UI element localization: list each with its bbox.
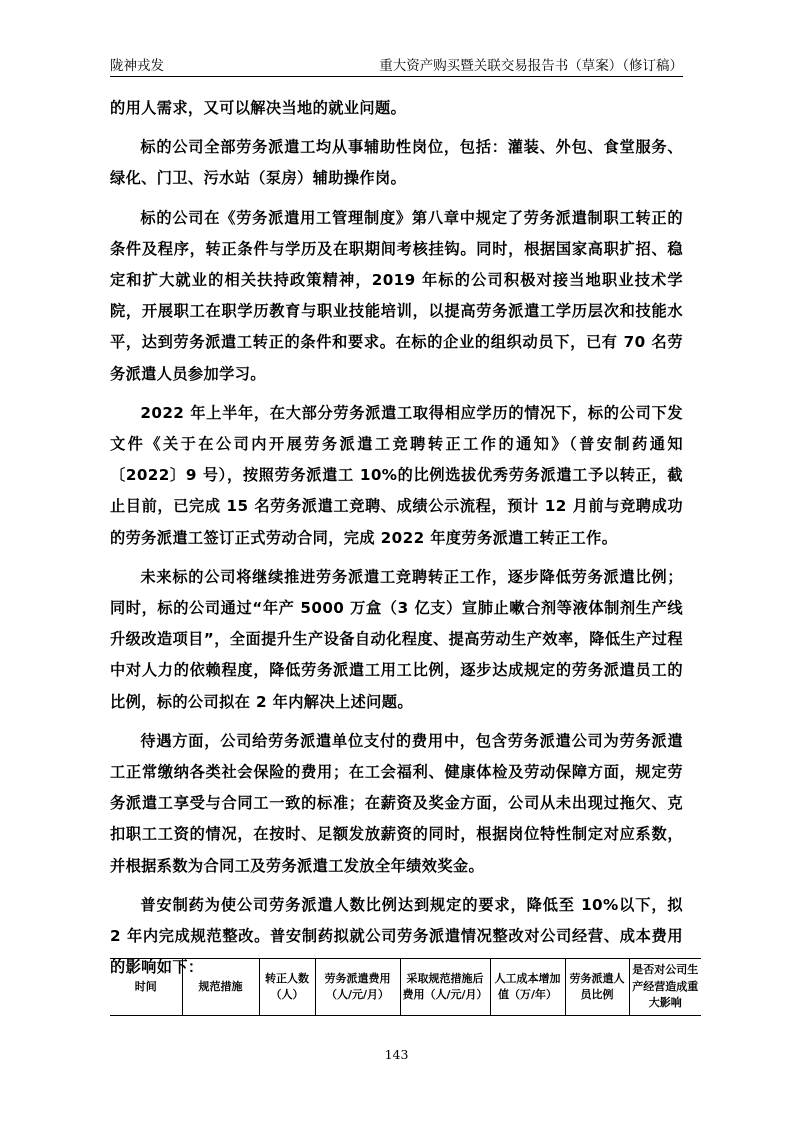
paragraph: 2022 年上半年，在大部分劳务派遣工取得相应学历的情况下，标的公司下发文件《关于在公司内开展劳务派遣工竞聘转正工作的通知》（普安制药通知〔2022〕9 号），按照劳务派遣工 10%的比例选拔优秀劳务派遣工予以转正，截止目前，已完成 15 名劳务派遣工竞聘、成绩公示流程，预计 12 月前与竞聘成功的劳务派遣工签订正式劳动合同，完成 2022 年度劳务派遣工转正工作。 bbox=[110, 403, 683, 547]
paragraph: 待遇方面，公司给劳务派遣单位支付的费用中，包含劳务派遣公司为劳务派遣工正常缴纳各类社会保险的费用；在工会福利、健康体检及劳动保障方面，规定劳务派遣工享受与合同工一致的标准；在薪资及奖金方面，公司从未出现过拖欠、克扣职工工资的情况，在按时、足额发放薪资的同时，根据岗位特性制定对应系数，并根据系数为合同工及劳务派遣工发放全年绩效奖金。 bbox=[110, 731, 683, 875]
column-header-measure: 规范措施 bbox=[182, 959, 259, 1016]
column-header-time: 时间 bbox=[110, 959, 182, 1016]
dispatch-impact-table bbox=[110, 958, 701, 1016]
paragraph: 普安制药为使公司劳务派遣人数比例达到规定的要求，降低至 10%以下，拟 2 年内完成规范整改。普安制药拟就公司劳务派遣情况整改对公司经营、成本费用的影响如下： bbox=[110, 895, 683, 977]
paragraph: 标的公司全部劳务派遣工均从事辅助性岗位，包括：灌装、外包、食堂服务、绿化、门卫、污水站（泵房）辅助操作岗。 bbox=[110, 138, 683, 188]
paragraph: 的用人需求，又可以解决当地的就业问题。 bbox=[110, 99, 407, 117]
document-body bbox=[110, 93, 683, 991]
column-header-converted-count: 转正人数（人） bbox=[259, 959, 315, 1016]
page-number: 143 bbox=[384, 1047, 409, 1062]
header-document-title: 重大资产购买暨关联交易报告书（草案）（修订稿） bbox=[379, 58, 683, 74]
page-header bbox=[110, 48, 683, 77]
column-header-labor-cost-increase: 人工成本增加值（万/年） bbox=[490, 959, 565, 1016]
column-header-major-impact: 是否对公司生产经营造成重大影响 bbox=[632, 963, 699, 1010]
header-company-name: 陇神戎发 bbox=[110, 58, 164, 74]
column-header-dispatch-ratio: 劳务派遣人员比例 bbox=[565, 959, 629, 1016]
column-header-cost-after-measure: 采取规范措施后费用（人/元/月） bbox=[400, 959, 490, 1016]
paragraph: 未来标的公司将继续推进劳务派遣工竞聘转正工作，逐步降低劳务派遣比例；同时，标的公司通过“年产 5000 万盒（3 亿支）宣肺止嗽合剂等液体制剂生产线升级改造项目”，全面提升生产设备自动化程度、提高劳动生产效率，降低生产过程中对人力的依赖程度，降低劳务派遣工用工比例，逐步达成规定的劳务派遣员工的比例，标的公司拟在 2 年内解决上述问题。 bbox=[110, 567, 683, 711]
table-header-row bbox=[110, 959, 701, 1016]
paragraph: 标的公司在《劳务派遣用工管理制度》第八章中规定了劳务派遣制职工转正的条件及程序，转正条件与学历及在职期间考核挂钩。同时，根据国家高职扩招、稳定和扩大就业的相关扶持政策精神，2019 年标的公司积极对接当地职业技术学院，开展职工在职学历教育与职业技能培训，以提高劳务派遣工学历层次和技能水平，达到劳务派遣工转正的条件和要求。在标的企业的组织动员下，已有 70 名劳务派遣人员参加学习。 bbox=[110, 208, 683, 383]
column-header-dispatch-cost: 劳务派遣费用（人/元/月） bbox=[315, 959, 400, 1016]
